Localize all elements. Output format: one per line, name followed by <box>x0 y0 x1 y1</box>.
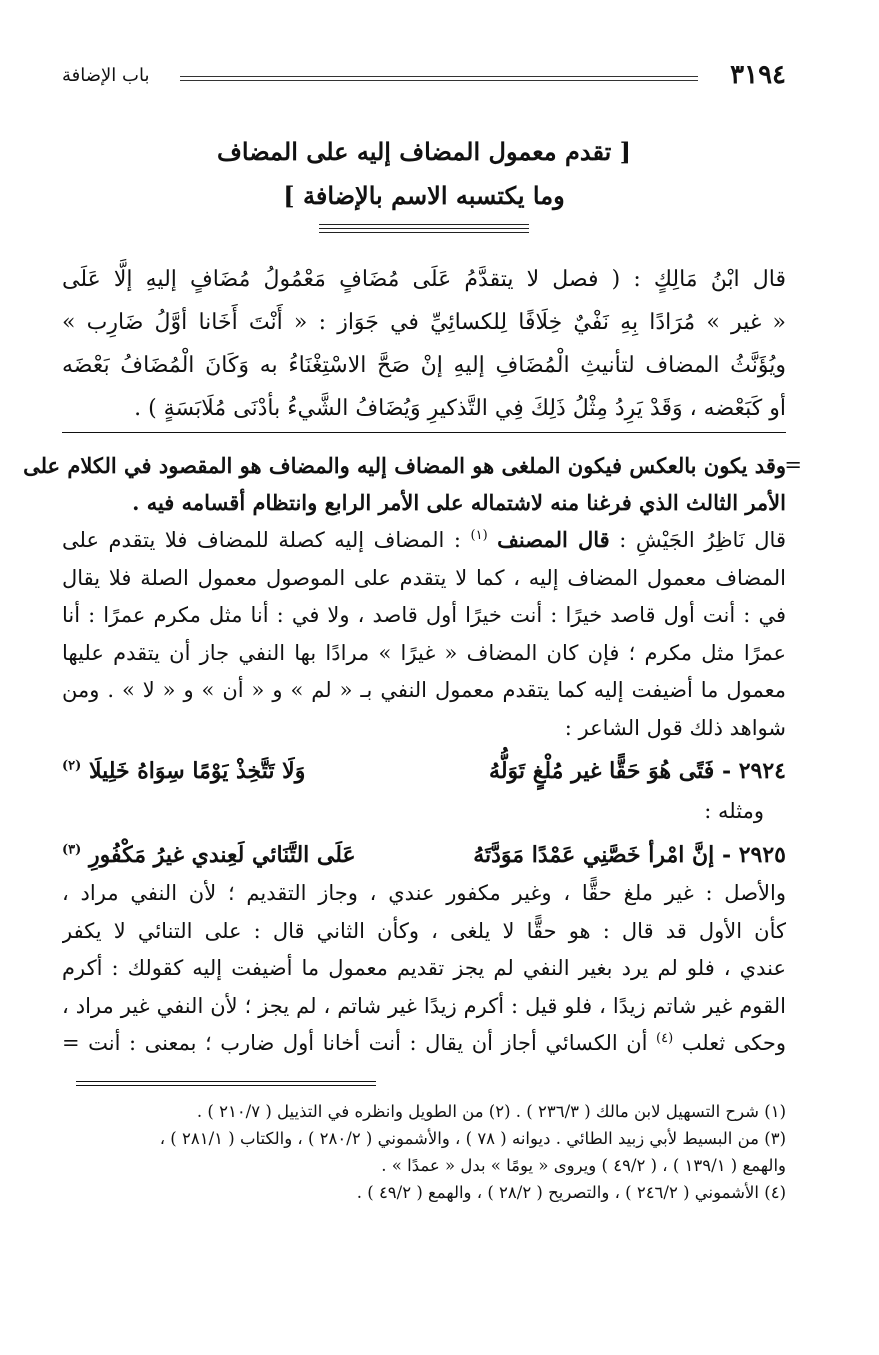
footnote-divider <box>76 1081 376 1086</box>
footnote-ref: (١) <box>470 528 488 543</box>
footnote-ref: (٢) <box>62 758 82 774</box>
commentary-line: عمرًا مثل مكرم ؛ فإن كان المضاف « غيرًا » مرادًا بها النفي جاز أن يتقدم عليها <box>62 640 786 665</box>
footnote: (٣) من البسيط لأبي زبيد الطائي . ديوانه ( ٧٨ ) ، والأشموني ( ٢٨٠/٢ ) ، والكتاب ( ٢٨١/١ ) ، <box>159 1128 786 1148</box>
commentator-name: قال نَاظِرُ الجَيْشِ : <box>619 528 786 552</box>
quoted-author: قال المصنف <box>497 527 610 552</box>
book-page <box>23 48 802 1206</box>
commentary-line: القوم غير شاتم زيدًا ، فلو قيل : أكرم زيدًا غير شاتم ، لم يجز ؛ لأن النفي غير مراد ، <box>62 993 786 1018</box>
footnote: والهمع ( ١٣٩/١ ) ، ( ٤٩/٢ ) ويروى « يومًا » بدل « عمدًا » . <box>381 1155 786 1175</box>
verse-first-hemistich: ٢٩٢٥ - إنَّ امْرأ خَصَّنِي عَمْدًا مَوَدَّتَهُ <box>473 842 786 868</box>
header-rule <box>180 76 698 81</box>
matn-line: ويُؤَنَّثُ المضاف لتأنيثِ الْمُضَافِ إليهِ إنْ صَحَّ الاسْتِغْنَاءُ به وَكَانَ الْمُضَافُ بَعْضَه <box>62 353 786 378</box>
section-title-line-1: [ تقدم معمول المضاف إليه على المضاف <box>217 137 631 166</box>
chapter-title: باب الإضافة <box>62 65 150 86</box>
footnote: (٤) الأشموني ( ٢٤٦/٢ ) ، والتصريح ( ٢٨/٢ ) ، والهمع ( ٤٩/٢ ) . <box>356 1182 786 1202</box>
continued-line: الأمر الثالث الذي فرغنا منه لاشتماله على الأمر الرابع وانتظام أقسامه فيه . <box>132 490 786 515</box>
section-title <box>62 130 786 218</box>
verse-first-hemistich: ٢٩٢٤ - فَتًى هُوَ حَقًّا غير مُلْغٍ تَوَلُّهُ <box>489 758 786 784</box>
commentary-block-2 <box>62 875 786 1063</box>
section-title-line-2: وما يكتسبه الاسم بالإضافة ] <box>283 181 565 210</box>
footnote-ref: (٤) <box>656 1031 674 1046</box>
between-verses-text: ومثله : <box>704 799 764 823</box>
matn-line: قال ابْنُ مَالِكٍ : ( فصل لا يتقدَّمُ عَلَى مُضَافٍ مَعْمُولُ مُضَافٍ إليهِ إلَّا عَلَى <box>62 267 786 292</box>
verse-2925 <box>62 835 786 875</box>
commentary-line: معمول ما أضيفت إليه كما يتقدم معمول النفي بـ « لم » و « أن » و « لا » . ومن <box>62 678 786 702</box>
verse-second-hemistich: وَلَا تَتَّخِذْ يَوْمًا سِوَاهُ خَلِيلَا $^{(٢)}$ <box>62 758 306 784</box>
page-number: ٣١٩٤ <box>730 60 786 90</box>
commentary-line: كأن الأول قد قال : هو حقًّا لا يلغى ، وكأن الثاني قال : على التنائي لا يكفر <box>62 918 786 943</box>
continuation-marker: = <box>62 1031 80 1055</box>
commentary-line: شواهد ذلك قول الشاعر : <box>564 715 786 740</box>
running-header <box>62 48 786 88</box>
matn-line: أو كَبَعْضه ، وَقَدْ يَرِدُ مِثْلُ ذَلِكَ فِي التَّذكيرِ وَيُضَافُ الشَّيءُ بأدْنَى مُلَابَسَةٍ ) . <box>62 387 786 433</box>
commentary-block-1 <box>62 521 786 747</box>
commentary-line: عندي ، فلو لم يرد بغير النفي لم يجز تقديم معمول ما أضيفت إليه كقولك : أكرم <box>62 956 786 980</box>
matn-line: « غير » مُرَادًا بِهِ نَفْيٌ خِلَافًا لِلكسائِيِّ في جَوَاز : « أَنْتَ أَخَانا أوَّلُ ضَارِب » <box>62 310 786 335</box>
continued-paragraph <box>23 447 802 521</box>
continued-line: وقد يكون بالعكس فيكون الملغى هو المضاف إليه والمضاف هو المقصود في الكلام على <box>23 453 786 478</box>
verse-2924 <box>62 751 786 791</box>
verse-second-hemistich: عَلَى التَّنَائي لَعِندي غيرُ مَكْفُورِ $^{(٣)}$ <box>62 842 356 868</box>
matn-text <box>62 258 786 433</box>
footnote-ref: (٣) <box>62 842 82 858</box>
commentary-first-line: قال نَاظِرُ الجَيْشِ : قال المصنف $^{(١)}$ : المضاف إليه كصلة للمضاف فلا يتقدم على <box>62 527 786 552</box>
commentary-line: والأصل : غير ملغ حقًّا ، وغير مكفور عندي ، وجاز التقديم ؛ لأن النفي مراد ، <box>62 881 786 905</box>
title-divider <box>319 224 529 236</box>
footnote: (١) شرح التسهيل لابن مالك ( ٢٣٦/٣ ) . (٢) من الطويل وانظره في التذييل ( ٢١٠/٧ ) . <box>196 1101 786 1121</box>
footnotes <box>62 1098 786 1206</box>
commentary-line: المضاف معمول المضاف إليه ، كما لا يتقدم على الموصول معمول الصلة فلا يقال <box>62 565 786 590</box>
commentary-line: في : أنت أول قاصد خيرًا : أنت خيرًا أول قاصد ، ولا في : أنا مثل مكرم عمرًا : أنا <box>62 603 786 627</box>
commentary-last-line: وحكى ثعلب $^{(٤)}$ أن الكسائي أجاز أن يقال : أنت أخانا أول ضارب ؛ بمعنى : أنت = <box>62 1031 786 1055</box>
continuation-marker: = <box>784 453 802 477</box>
